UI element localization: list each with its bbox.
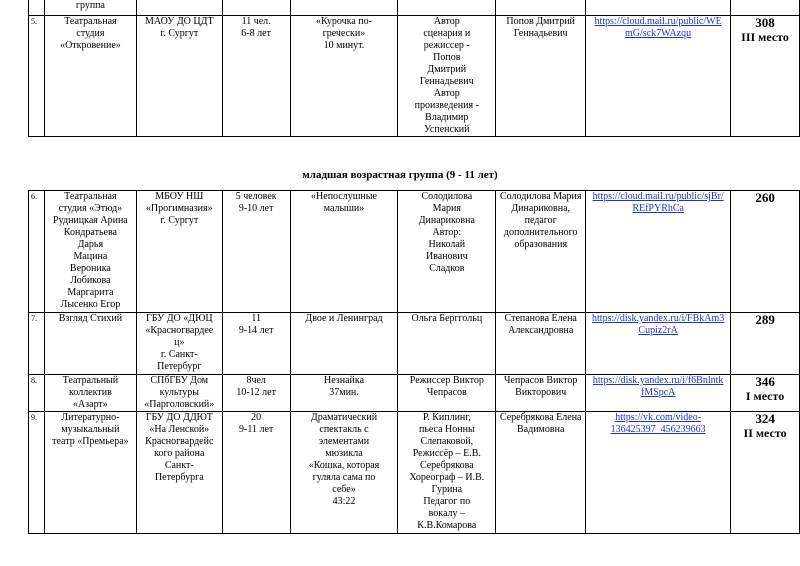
score-cell: [731, 313, 800, 375]
leader: Чепрасов Виктор Викторович: [496, 375, 586, 412]
author: Р. Киплинг, пьеса Нонны Слепаковой, Режиссёр – Е.В. Серебрякова Хореограф – И.В. Гурина Педагог по вокалу – К.В.Комарова: [398, 412, 496, 534]
row-number: 9.: [29, 412, 45, 534]
table-row: [29, 0, 800, 16]
author: Ольга Берггольц: [398, 313, 496, 375]
collective-name: Взгляд Стихий: [44, 313, 136, 375]
performance-title: «Курочка по- гречески» 10 минут.: [290, 16, 398, 137]
performance-title: «Непослушные малыши»: [290, 191, 398, 313]
organization: ГБУ ДО «ДЮЦ «Красногвардее ц» г. Санкт- Петербург: [136, 313, 222, 375]
score-cell: [731, 375, 800, 412]
row-number: 5.: [29, 16, 45, 137]
score-value: 324: [755, 411, 775, 426]
table-row: [29, 191, 800, 313]
video-link[interactable]: https://disk.yandex.ru/i/f6Bnlntk fMSpcA: [586, 375, 731, 412]
place-label: I место: [745, 389, 785, 403]
results-table-junior-group: [28, 190, 800, 534]
score-value: 346: [755, 374, 775, 389]
collective-name: Театральный коллектив «Азарт»: [44, 375, 136, 412]
video-link[interactable]: https://disk.yandex.ru/i/FBkAm3 Cupiz2rA: [586, 313, 731, 375]
table-row: [29, 16, 800, 137]
participants-count: 11 9-14 лет: [222, 313, 290, 375]
performance-title: Незнайка 37мин.: [290, 375, 398, 412]
participants-count: 8чел 10-12 лет: [222, 375, 290, 412]
row-number: 6.: [29, 191, 45, 313]
author: Солодилова Мария Динариковна Автор: Николай Иванович Сладков: [398, 191, 496, 313]
score-cell: [731, 191, 800, 313]
participants-count: 20 9-11 лет: [222, 412, 290, 534]
leader: Солодилова Мария Динариковна, педагог дополнительного образования: [496, 191, 586, 313]
leader: Степанова Елена Александровна: [496, 313, 586, 375]
participants-count: 11 чел. 6-8 лет: [222, 16, 290, 137]
performance-title: Двое и Ленинград: [290, 313, 398, 375]
performance-title: Драматический спектакль с элементами мюзикла «Кошка, которая гуляла сама по себе» 43:22: [290, 412, 398, 534]
table-row: [29, 412, 800, 534]
row-number: 7.: [29, 313, 45, 375]
row-number: 8.: [29, 375, 45, 412]
score-value: 308: [755, 15, 775, 30]
results-table-older-group: [28, 0, 800, 137]
organization: МБОУ НШ «Прогимназия» г. Сургут: [136, 191, 222, 313]
table-row: [29, 375, 800, 412]
leader: Попов Дмитрий Геннадьевич: [496, 16, 586, 137]
table-row: [29, 313, 800, 375]
score-value: 289: [755, 312, 775, 327]
collective-name: Литературно- музыкальный театр «Премьера»: [44, 412, 136, 534]
place-label: II место: [743, 426, 787, 440]
video-link[interactable]: https://cloud.mail.ru/public/WE mG/sck7WAzqu: [586, 16, 731, 137]
place-label: III место: [741, 30, 789, 44]
collective-name: Театральная студия «Этюд» Рудницкая Арина Кондратьева Дарья Мацина Вероника Лобикова Маргарита Лысенко Егор: [44, 191, 136, 313]
organization: СПбГБУ Дом культуры «Парголовский»: [136, 375, 222, 412]
author: Автор сценария и режиссер - Попов Дмитрий Геннадьевич Автор произведения - Владимир Успенский: [398, 16, 496, 137]
author: Режиссер Виктор Чепрасов: [398, 375, 496, 412]
score-cell: [731, 412, 800, 534]
score-cell: [731, 16, 800, 137]
collective-name: Театральная студия «Откровение»: [44, 16, 136, 137]
participants-count: 5 человек 9-10 лет: [222, 191, 290, 313]
collective-name: группа: [44, 0, 136, 16]
leader: Серебрякова Елена Вадимовна: [496, 412, 586, 534]
score-value: 260: [755, 190, 775, 205]
section-title: младшая возрастная группа (9 - 11 лет): [302, 169, 498, 181]
video-link[interactable]: https://cloud.mail.ru/public/sjBr/ REfPYRhCa: [586, 191, 731, 313]
video-link[interactable]: https://vk.com/video- 136425397_456239663: [586, 412, 731, 534]
organization: ГБУ ДО ДДЮТ «На Ленской» Красногвардейс кого района Санкт- Петербурга: [136, 412, 222, 534]
organization: МАОУ ДО ЦДТ г. Сургут: [136, 16, 222, 137]
